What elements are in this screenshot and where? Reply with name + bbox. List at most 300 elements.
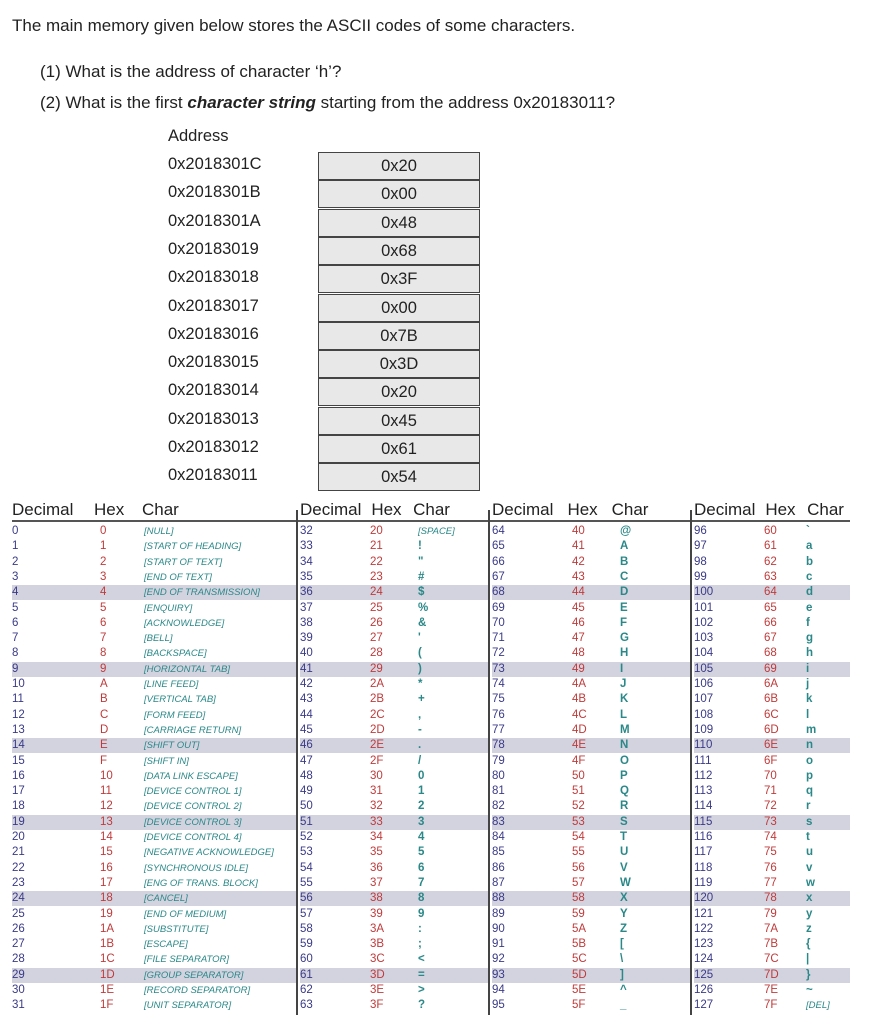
memory-address: 0x20183016 <box>168 324 259 343</box>
char-cell: [LINE FEED] <box>144 679 199 690</box>
char-cell: t <box>806 831 810 843</box>
decimal-cell: 47 <box>300 754 313 767</box>
decimal-cell: 104 <box>694 647 714 660</box>
header-hex: Hex <box>567 500 598 519</box>
ascii-row <box>694 907 850 922</box>
char-cell: [SUBSTITUTE] <box>144 923 209 935</box>
hex-cell: 3D <box>370 968 385 981</box>
char-cell: v <box>806 861 813 874</box>
decimal-cell: 12 <box>12 708 25 721</box>
hex-cell: 7C <box>764 953 779 966</box>
ascii-row <box>694 677 850 692</box>
char-cell: $ <box>418 586 425 599</box>
hex-cell: 40 <box>572 525 585 537</box>
decimal-cell: 15 <box>12 754 25 767</box>
ascii-row <box>300 539 488 554</box>
hex-cell: 56 <box>572 861 585 874</box>
hex-cell: 4 <box>100 586 107 599</box>
decimal-cell: 36 <box>300 586 313 599</box>
ascii-row <box>492 922 690 937</box>
decimal-cell: 11 <box>12 693 24 706</box>
ascii-row <box>694 861 850 876</box>
ascii-row <box>12 998 296 1013</box>
decimal-cell: 88 <box>492 892 505 905</box>
char-cell: ) <box>418 662 422 675</box>
decimal-cell: 6 <box>12 616 19 629</box>
hex-cell: 76 <box>764 861 777 874</box>
char-cell: [ENG OF TRANS. BLOCK] <box>144 877 258 889</box>
hex-cell: 72 <box>764 800 777 813</box>
header-hex: Hex <box>765 500 796 519</box>
char-cell: [BELL] <box>144 633 173 645</box>
ascii-row <box>694 799 850 814</box>
char-cell: 6 <box>418 861 425 874</box>
char-cell: F <box>620 616 628 629</box>
decimal-cell: 73 <box>492 662 505 675</box>
hex-cell: B <box>100 693 108 706</box>
hex-cell: 5C <box>572 953 587 966</box>
char-cell: = <box>418 968 425 981</box>
hex-cell: 48 <box>572 647 585 660</box>
char-cell: ; <box>418 938 422 951</box>
ascii-row <box>12 539 296 554</box>
char-cell: ~ <box>806 984 813 996</box>
char-cell: [BACKSPACE] <box>144 648 207 660</box>
hex-cell: 58 <box>572 892 585 905</box>
hex-cell: 53 <box>572 815 585 828</box>
ascii-row <box>300 952 488 967</box>
decimal-cell: 20 <box>12 831 25 843</box>
decimal-cell: 85 <box>492 846 505 859</box>
decimal-cell: 62 <box>300 984 313 996</box>
char-cell: ? <box>418 999 426 1012</box>
memory-cell: 0x3F <box>318 265 480 293</box>
ascii-row <box>12 585 296 600</box>
char-cell: w <box>806 876 815 889</box>
hex-cell: 4C <box>572 708 587 721</box>
char-cell: l <box>806 708 810 721</box>
char-cell: { <box>806 938 811 951</box>
hex-cell: 5D <box>572 968 587 981</box>
decimal-cell: 33 <box>300 540 313 553</box>
hex-cell: 37 <box>370 876 383 889</box>
decimal-cell: 55 <box>300 876 313 889</box>
ascii-row <box>492 723 690 738</box>
hex-cell: 49 <box>572 662 585 675</box>
decimal-cell: 75 <box>492 693 505 706</box>
decimal-cell: 22 <box>12 861 25 874</box>
ascii-row <box>300 876 488 891</box>
hex-cell: 78 <box>764 892 777 905</box>
hex-cell: 13 <box>100 815 113 828</box>
decimal-cell: 57 <box>300 907 313 920</box>
hex-cell: E <box>100 739 108 752</box>
hex-cell: 5E <box>572 984 587 996</box>
decimal-cell: 1 <box>12 540 19 553</box>
decimal-cell: 50 <box>300 800 313 813</box>
decimal-cell: 111 <box>694 754 712 767</box>
hex-cell: 28 <box>370 647 383 660</box>
char-cell: [SHIFT IN] <box>144 755 189 767</box>
char-cell: [FILE SEPARATOR] <box>144 954 229 966</box>
char-cell: 5 <box>418 846 425 859</box>
hex-cell: 4F <box>572 754 586 767</box>
hex-cell: 5 <box>100 601 107 614</box>
decimal-cell: 100 <box>694 586 714 599</box>
char-cell: [SYNCHRONOUS IDLE] <box>144 862 248 874</box>
char-cell: [END OF TRANSMISSION] <box>144 587 260 599</box>
hex-cell: 52 <box>572 800 585 813</box>
decimal-cell: 32 <box>300 525 313 537</box>
decimal-cell: 74 <box>492 678 505 690</box>
char-cell: - <box>418 723 422 736</box>
hex-cell: 6C <box>764 708 779 721</box>
column-divider <box>690 510 692 1015</box>
decimal-cell: 67 <box>492 570 505 583</box>
char-cell: h <box>806 647 814 660</box>
decimal-cell: 84 <box>492 831 505 843</box>
ascii-row <box>12 876 296 891</box>
hex-cell: 4D <box>572 723 587 736</box>
hex-cell: 74 <box>764 831 777 843</box>
char-cell: [NEGATIVE ACKNOWLEDGE] <box>144 847 274 859</box>
ascii-row <box>300 555 488 570</box>
ascii-row <box>12 952 296 967</box>
decimal-cell: 120 <box>694 892 714 905</box>
hex-cell: 1D <box>100 968 115 981</box>
decimal-cell: 45 <box>300 723 313 736</box>
hex-cell: 7 <box>100 632 107 645</box>
decimal-cell: 63 <box>300 999 313 1012</box>
ascii-row <box>300 692 488 707</box>
ascii-row <box>694 738 850 753</box>
hex-cell: 17 <box>100 876 113 889</box>
char-cell: ` <box>806 525 810 537</box>
ascii-row <box>492 815 690 830</box>
hex-cell: 7B <box>764 938 779 951</box>
memory-cell: 0x20 <box>318 378 480 406</box>
hex-cell: 2D <box>370 723 385 736</box>
ascii-row <box>300 754 488 769</box>
memory-cell: 0x3D <box>318 350 480 378</box>
decimal-cell: 78 <box>492 739 505 752</box>
decimal-cell: 9 <box>12 662 19 675</box>
char-cell: J <box>620 678 627 690</box>
hex-cell: 22 <box>370 555 383 568</box>
ascii-row <box>300 830 488 845</box>
decimal-cell: 61 <box>300 968 313 981</box>
header-char: Char <box>807 500 844 519</box>
ascii-row <box>694 952 850 967</box>
decimal-cell: 77 <box>492 723 505 736</box>
ascii-row <box>492 646 690 661</box>
hex-cell: 3C <box>370 953 385 966</box>
decimal-cell: 14 <box>12 739 25 752</box>
hex-cell: 6B <box>764 693 779 706</box>
decimal-cell: 59 <box>300 938 313 951</box>
decimal-cell: 125 <box>694 968 714 981</box>
memory-address: 0x20183012 <box>168 438 259 456</box>
ascii-row <box>300 723 488 738</box>
decimal-cell: 66 <box>492 555 505 568</box>
hex-cell: 2B <box>370 693 385 706</box>
char-cell: [HORIZONTAL TAB] <box>144 663 231 675</box>
ascii-row <box>694 998 850 1013</box>
char-cell: [DEVICE CONTROL 4] <box>144 832 242 843</box>
ascii-row <box>492 601 690 616</box>
hex-cell: 26 <box>370 616 383 629</box>
hex-cell: 43 <box>572 570 585 583</box>
ascii-row <box>694 845 850 860</box>
hex-cell: 46 <box>572 616 585 629</box>
hex-cell: 30 <box>370 769 383 782</box>
char-cell: [FORM FEED] <box>144 709 206 721</box>
ascii-row <box>694 662 850 677</box>
ascii-row <box>300 708 488 723</box>
char-cell: a <box>806 540 813 553</box>
char-cell: y <box>806 907 813 920</box>
ascii-row <box>300 769 488 784</box>
char-cell: 9 <box>418 907 425 920</box>
ascii-row <box>492 769 690 784</box>
hex-cell: 68 <box>764 647 777 660</box>
ascii-row <box>694 692 850 707</box>
ascii-row <box>694 646 850 661</box>
char-cell: [SPACE] <box>418 526 455 537</box>
char-cell: , <box>418 708 422 721</box>
char-cell: [ <box>620 938 624 951</box>
decimal-cell: 118 <box>694 861 713 874</box>
decimal-cell: 56 <box>300 892 313 905</box>
char-cell: W <box>620 876 631 889</box>
char-cell: j <box>806 678 810 690</box>
decimal-cell: 112 <box>694 769 713 782</box>
hex-cell: 5F <box>572 999 586 1012</box>
ascii-row <box>300 937 488 952</box>
char-cell: . <box>418 739 422 752</box>
char-cell: B <box>620 555 629 568</box>
ascii-row <box>694 539 850 554</box>
ascii-row <box>492 616 690 631</box>
ascii-row <box>12 570 296 585</box>
ascii-row <box>492 631 690 646</box>
ascii-row <box>694 769 850 784</box>
hex-cell: 47 <box>572 632 585 645</box>
hex-cell: 3A <box>370 922 385 935</box>
hex-cell: 2A <box>370 678 385 690</box>
char-cell: Y <box>620 907 628 920</box>
decimal-cell: 42 <box>300 678 313 690</box>
ascii-row <box>694 922 850 937</box>
hex-cell: D <box>100 723 109 736</box>
hex-cell: 60 <box>764 525 777 537</box>
ascii-row <box>12 784 296 799</box>
hex-cell: 75 <box>764 846 777 859</box>
ascii-row <box>492 983 690 998</box>
ascii-row <box>300 907 488 922</box>
decimal-cell: 2 <box>12 555 19 568</box>
char-cell: # <box>418 570 425 583</box>
char-cell: b <box>806 555 814 568</box>
decimal-cell: 16 <box>12 769 25 782</box>
decimal-cell: 54 <box>300 861 313 874</box>
hex-cell: 2C <box>370 708 385 721</box>
char-cell: r <box>806 800 811 813</box>
hex-cell: 12 <box>100 800 113 813</box>
decimal-cell: 24 <box>12 892 25 905</box>
ascii-row <box>492 937 690 952</box>
char-cell: | <box>806 953 810 966</box>
hex-cell: 3F <box>370 999 384 1012</box>
ascii-row <box>694 815 850 830</box>
decimal-cell: 43 <box>300 693 313 706</box>
char-cell: \ <box>620 953 624 966</box>
hex-cell: 41 <box>572 540 585 553</box>
char-cell: [DEL] <box>806 1000 830 1012</box>
char-cell: [NULL] <box>144 526 174 537</box>
char-cell: x <box>806 892 813 905</box>
decimal-cell: 41 <box>300 662 313 675</box>
char-cell: i <box>806 662 810 675</box>
hex-cell: 27 <box>370 632 383 645</box>
decimal-cell: 93 <box>492 968 505 981</box>
decimal-cell: 13 <box>12 723 25 736</box>
hex-cell: 6 <box>100 616 107 629</box>
decimal-cell: 107 <box>694 693 714 706</box>
ascii-row <box>12 662 296 677</box>
ascii-row <box>300 983 488 998</box>
char-cell: [CANCEL] <box>144 893 188 905</box>
hex-cell: 2 <box>100 555 107 568</box>
char-cell: [ACKNOWLEDGE] <box>144 617 225 629</box>
char-cell: 8 <box>418 892 425 905</box>
ascii-row <box>492 952 690 967</box>
decimal-cell: 81 <box>492 785 505 798</box>
char-cell: A <box>620 540 629 553</box>
ascii-row <box>300 524 488 539</box>
decimal-cell: 106 <box>694 678 714 690</box>
hex-cell: 54 <box>572 831 585 843</box>
ascii-row <box>12 891 296 906</box>
header-hex: Hex <box>94 500 125 519</box>
ascii-row <box>300 891 488 906</box>
char-cell: k <box>806 693 813 706</box>
char-cell: G <box>620 632 629 645</box>
ascii-row <box>12 631 296 646</box>
hex-cell: 2F <box>370 754 384 767</box>
hex-cell: 44 <box>572 586 585 599</box>
memory-cell: 0x20 <box>318 152 480 180</box>
hex-cell: 2E <box>370 739 385 752</box>
ascii-row <box>492 539 690 554</box>
ascii-row <box>492 524 690 539</box>
hex-cell: 21 <box>370 540 383 553</box>
decimal-cell: 124 <box>694 953 714 966</box>
decimal-cell: 80 <box>492 769 505 782</box>
char-cell: Q <box>620 785 629 798</box>
header-divider <box>12 520 850 522</box>
hex-cell: 64 <box>764 586 777 599</box>
ascii-row <box>492 907 690 922</box>
decimal-cell: 116 <box>694 831 713 843</box>
char-cell: _ <box>620 999 627 1012</box>
decimal-cell: 58 <box>300 922 313 935</box>
char-cell: H <box>620 647 629 660</box>
decimal-cell: 94 <box>492 984 505 996</box>
ascii-row <box>12 708 296 723</box>
decimal-cell: 4 <box>12 586 19 599</box>
ascii-row <box>12 799 296 814</box>
hex-cell: 5A <box>572 922 587 935</box>
decimal-cell: 110 <box>694 739 713 752</box>
ascii-row <box>492 585 690 600</box>
hex-cell: 1B <box>100 938 115 951</box>
ascii-row <box>300 616 488 631</box>
char-cell: [ESCAPE] <box>144 939 188 951</box>
decimal-cell: 101 <box>694 601 714 614</box>
decimal-cell: 27 <box>12 938 25 951</box>
memory-address: 0x2018301C <box>168 155 262 173</box>
hex-cell: 4A <box>572 678 587 690</box>
decimal-cell: 53 <box>300 846 313 859</box>
header-char: Char <box>413 500 450 519</box>
char-cell: [VERTICAL TAB] <box>144 694 216 706</box>
char-cell: 0 <box>418 769 425 782</box>
hex-cell: A <box>100 678 108 690</box>
char-cell: ' <box>418 632 421 645</box>
char-cell: D <box>620 586 629 599</box>
decimal-cell: 3 <box>12 570 19 583</box>
hex-cell: 32 <box>370 800 383 813</box>
hex-cell: 1 <box>100 540 107 553</box>
memory-address: 0x20183017 <box>168 296 259 315</box>
ascii-row <box>300 799 488 814</box>
char-cell: @ <box>620 525 632 537</box>
char-cell: O <box>620 754 629 767</box>
decimal-cell: 28 <box>12 953 25 966</box>
column-divider <box>488 510 490 1015</box>
decimal-cell: 39 <box>300 632 313 645</box>
ascii-row <box>300 646 488 661</box>
decimal-cell: 70 <box>492 616 505 629</box>
decimal-cell: 37 <box>300 601 313 614</box>
hex-cell: 1C <box>100 953 115 966</box>
hex-cell: 18 <box>100 892 113 905</box>
hex-cell: 7E <box>764 984 779 996</box>
ascii-row <box>492 555 690 570</box>
q2-suffix: starting from the address 0x20183011? <box>315 93 616 112</box>
decimal-cell: 26 <box>12 922 25 935</box>
ascii-row <box>694 585 850 600</box>
ascii-row <box>12 646 296 661</box>
char-cell: z <box>806 922 812 935</box>
char-cell: ( <box>418 647 422 660</box>
ascii-row <box>694 555 850 570</box>
hex-cell: 73 <box>764 815 777 828</box>
decimal-cell: 34 <box>300 555 313 568</box>
hex-cell: 67 <box>764 632 777 645</box>
q2-emphasis: character string <box>187 93 316 112</box>
char-cell: : <box>418 922 422 935</box>
ascii-row <box>12 937 296 952</box>
char-cell: u <box>806 846 814 859</box>
ascii-row <box>492 891 690 906</box>
char-cell: [SHIFT OUT] <box>144 740 200 752</box>
question-2 <box>40 93 615 113</box>
decimal-cell: 113 <box>694 785 713 798</box>
decimal-cell: 7 <box>12 632 19 645</box>
char-cell: [END OF MEDIUM] <box>144 908 227 920</box>
